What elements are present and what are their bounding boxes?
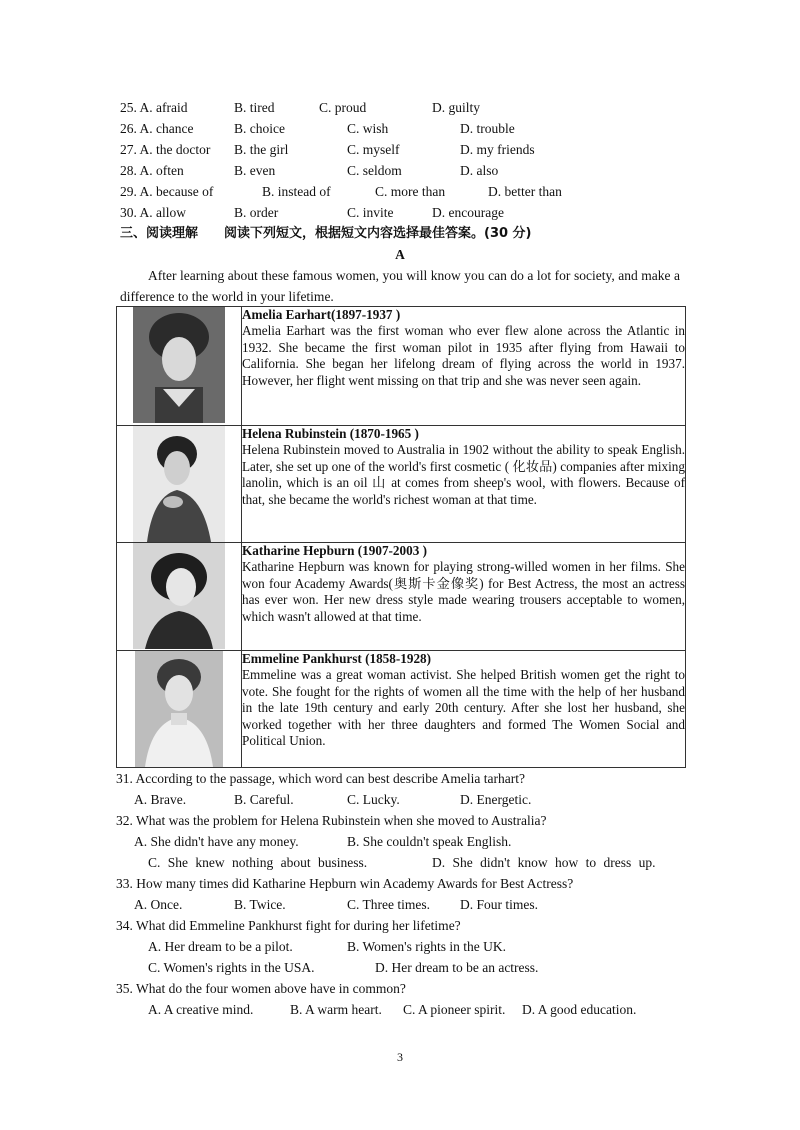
table-row <box>117 307 686 426</box>
question-stem: 34. What did Emmeline Pankhurst fight for during her lifetime? <box>116 918 461 933</box>
option: D. my friends <box>460 142 535 157</box>
woman-bio: Emmeline was a great woman activist. She helped British women get the right to vote. She fought for the rights of women all the time with the help of her husband in the late 19th century and early 20th century. After she lost her husband, she worked together with her three daughters and formed The Women Social and Political Union. <box>242 667 685 749</box>
option: A. Once. <box>134 897 183 912</box>
bio-cell <box>242 426 686 543</box>
woman-name: Amelia Earhart(1897-1937 ) <box>242 307 401 322</box>
photo-cell <box>117 543 242 651</box>
bio-cell <box>242 651 686 768</box>
option: C. Women's rights in the USA. <box>148 960 315 975</box>
option: B. instead of <box>262 184 331 199</box>
table-row <box>117 543 686 651</box>
portrait-photo <box>135 651 223 767</box>
option: 27. A. the doctor <box>120 142 211 157</box>
option: B. She couldn't speak English. <box>347 834 512 849</box>
option: C. wish <box>347 121 389 136</box>
option: C. A pioneer spirit. <box>403 1002 506 1017</box>
woman-name: Emmeline Pankhurst (1858-1928) <box>242 651 432 666</box>
option: 29. A. because of <box>120 184 214 199</box>
option: 28. A. often <box>120 163 184 178</box>
option: D. Her dream to be an actress. <box>375 960 539 975</box>
option: 30. A. allow <box>120 205 187 220</box>
option: 25. A. afraid <box>120 100 188 115</box>
option: A. Brave. <box>134 792 187 807</box>
option: D. Four times. <box>460 897 539 912</box>
option: B. A warm heart. <box>290 1002 382 1017</box>
passage-label: A <box>395 247 405 262</box>
option: A. She didn't have any money. <box>134 834 299 849</box>
option: B. order <box>234 205 279 220</box>
option: D. also <box>460 163 499 178</box>
option: B. choice <box>234 121 285 136</box>
woman-bio: Amelia Earhart was the first woman who ever flew alone across the Atlantic in 1932. She became the first woman pilot in 1935 after flying from Hawaii to California. She began her lifelong dream of flying across the world in 1937. However, her flight went missing on that trip and she was never seen again. <box>242 323 685 388</box>
portrait-photo <box>133 426 225 542</box>
option: D. guilty <box>432 100 481 115</box>
option: C. invite <box>347 205 394 220</box>
option: A. Her dream to be a pilot. <box>148 939 293 954</box>
option: C. Lucky. <box>347 792 400 807</box>
option: D. A good education. <box>522 1002 637 1017</box>
portrait-photo <box>133 543 225 649</box>
question-stem: 31. According to the passage, which word can best describe Amelia tarhart? <box>116 771 525 786</box>
option: C. Three times. <box>347 897 430 912</box>
woman-bio: Katharine Hepburn was known for playing strong-willed women in her films. She won four Academy Awards(奥斯卡金像奖) for Best Actress, the most an actress has ever won. Her new dress style made wearing trousers acceptable to women, which wasn't allowed at that time. <box>242 559 685 624</box>
passage-intro: After learning about these famous women, you will know you can do a lot for society, and make a difference to the world in your lifetime. <box>120 268 680 304</box>
option: D. trouble <box>460 121 515 136</box>
option: B. Women's rights in the UK. <box>347 939 506 954</box>
women-table <box>116 306 686 768</box>
photo-cell <box>117 651 242 768</box>
option: B. Careful. <box>234 792 294 807</box>
option: C. She knew nothing about business. <box>148 855 368 870</box>
option: D. She didn't know how to dress up. <box>432 855 656 870</box>
question-stem: 35. What do the four women above have in common? <box>116 981 406 996</box>
photo-cell <box>117 307 242 426</box>
question-stem: 33. How many times did Katharine Hepburn win Academy Awards for Best Actress? <box>116 876 574 891</box>
section-heading: 三、阅读理解 阅读下列短文，根据短文内容选择最佳答案。(30 分) <box>120 226 532 241</box>
option: D. Energetic. <box>460 792 532 807</box>
option: 26. A. chance <box>120 121 194 136</box>
option: B. even <box>234 163 276 178</box>
option: C. more than <box>375 184 446 199</box>
option: D. encourage <box>432 205 504 220</box>
page-number: 3 <box>397 1050 403 1064</box>
portrait-photo <box>133 307 225 423</box>
option: B. tired <box>234 100 275 115</box>
option: B. Twice. <box>234 897 286 912</box>
woman-bio: Helena Rubinstein moved to Australia in 1902 without the ability to speak English. Later, she set up one of the world's first cosmetic ( 化妆品) companies after mixing lanolin, which is an oil 山 at comes from sheep's wool, with flowers. Because of that, she became the world's richest woman at that time. <box>242 442 685 507</box>
bio-cell <box>242 307 686 426</box>
bio-cell <box>242 543 686 651</box>
option: C. proud <box>319 100 367 115</box>
question-stem: 32. What was the problem for Helena Rubinstein when she moved to Australia? <box>116 813 547 828</box>
photo-cell <box>117 426 242 543</box>
woman-name: Helena Rubinstein (1870-1965 ) <box>242 426 419 441</box>
woman-name: Katharine Hepburn (1907-2003 ) <box>242 543 427 558</box>
option: D. better than <box>488 184 562 199</box>
option: B. the girl <box>234 142 289 157</box>
option: A. A creative mind. <box>148 1002 254 1017</box>
option: C. seldom <box>347 163 402 178</box>
table-row <box>117 426 686 543</box>
table-row <box>117 651 686 768</box>
option: C. myself <box>347 142 400 157</box>
